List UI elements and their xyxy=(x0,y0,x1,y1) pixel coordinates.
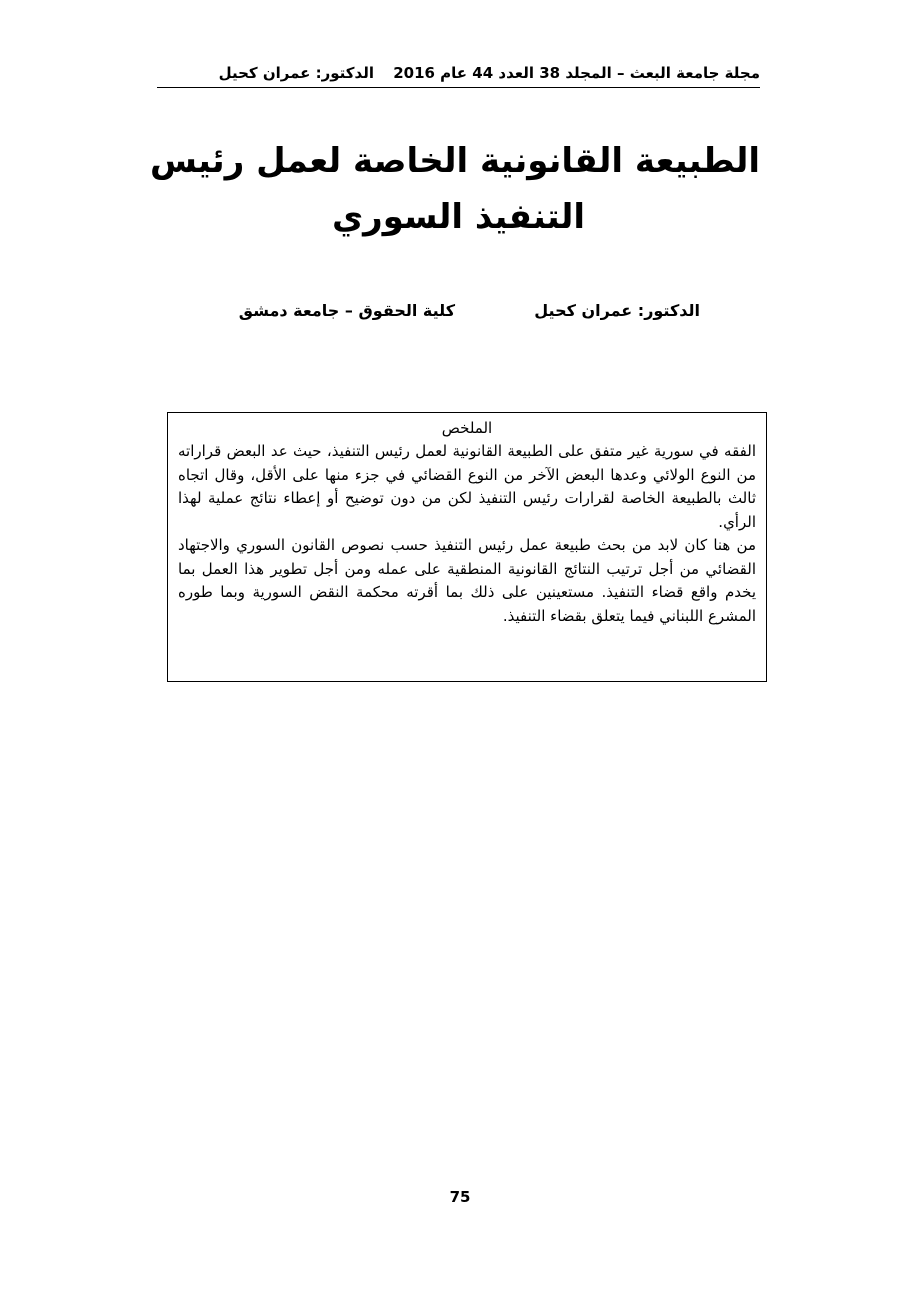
abstract-box xyxy=(167,412,767,682)
running-header xyxy=(157,58,760,88)
article-title-line-2: التنفيذ السوري xyxy=(331,197,586,237)
author-name: الدكتور: عمران كحيل xyxy=(534,301,700,320)
page-number: 75 xyxy=(449,1188,471,1206)
journal-info: مجلة جامعة البعث – المجلد 38 العدد 44 عام 2016 xyxy=(393,64,760,82)
abstract-paragraph-2: من هنا كان لابد من بحث طبيعة عمل رئيس التنفيذ حسب نصوص القانون السوري والاجتهاد القضائي من أجل ترتيب النتائج القانونية المنطقية على عمله ومن أجل تطوير هذا العمل بما يخدم واقع قضاء التنفيذ. مستعينين على ذلك بما أقرته محكمة النقض السورية وبما طوره المشرع اللبناني فيما يتعلق بقضاء التنفيذ. xyxy=(178,536,756,625)
header-author: الدكتور: عمران كحيل xyxy=(218,64,374,82)
abstract-heading: الملخص xyxy=(441,419,493,437)
article-title-line-1: الطبيعة القانونية الخاصة لعمل رئيس xyxy=(149,141,760,181)
author-affiliation: كلية الحقوق – جامعة دمشق xyxy=(238,301,455,320)
byline xyxy=(200,296,700,326)
abstract-paragraph-1: الفقه في سورية غير متفق على الطبيعة القانونية لعمل رئيس التنفيذ، حيث عد البعض قراراته من النوع الولائي وعدها البعض الآخر من النوع القضائي في جزء منها على الأقل، وقال اتجاه ثالث بالطبيعة الخاصة لقرارات رئيس التنفيذ لكن من دون توضيح أو إعطاء نتائج عملية لهذا الرأي. xyxy=(178,442,756,531)
